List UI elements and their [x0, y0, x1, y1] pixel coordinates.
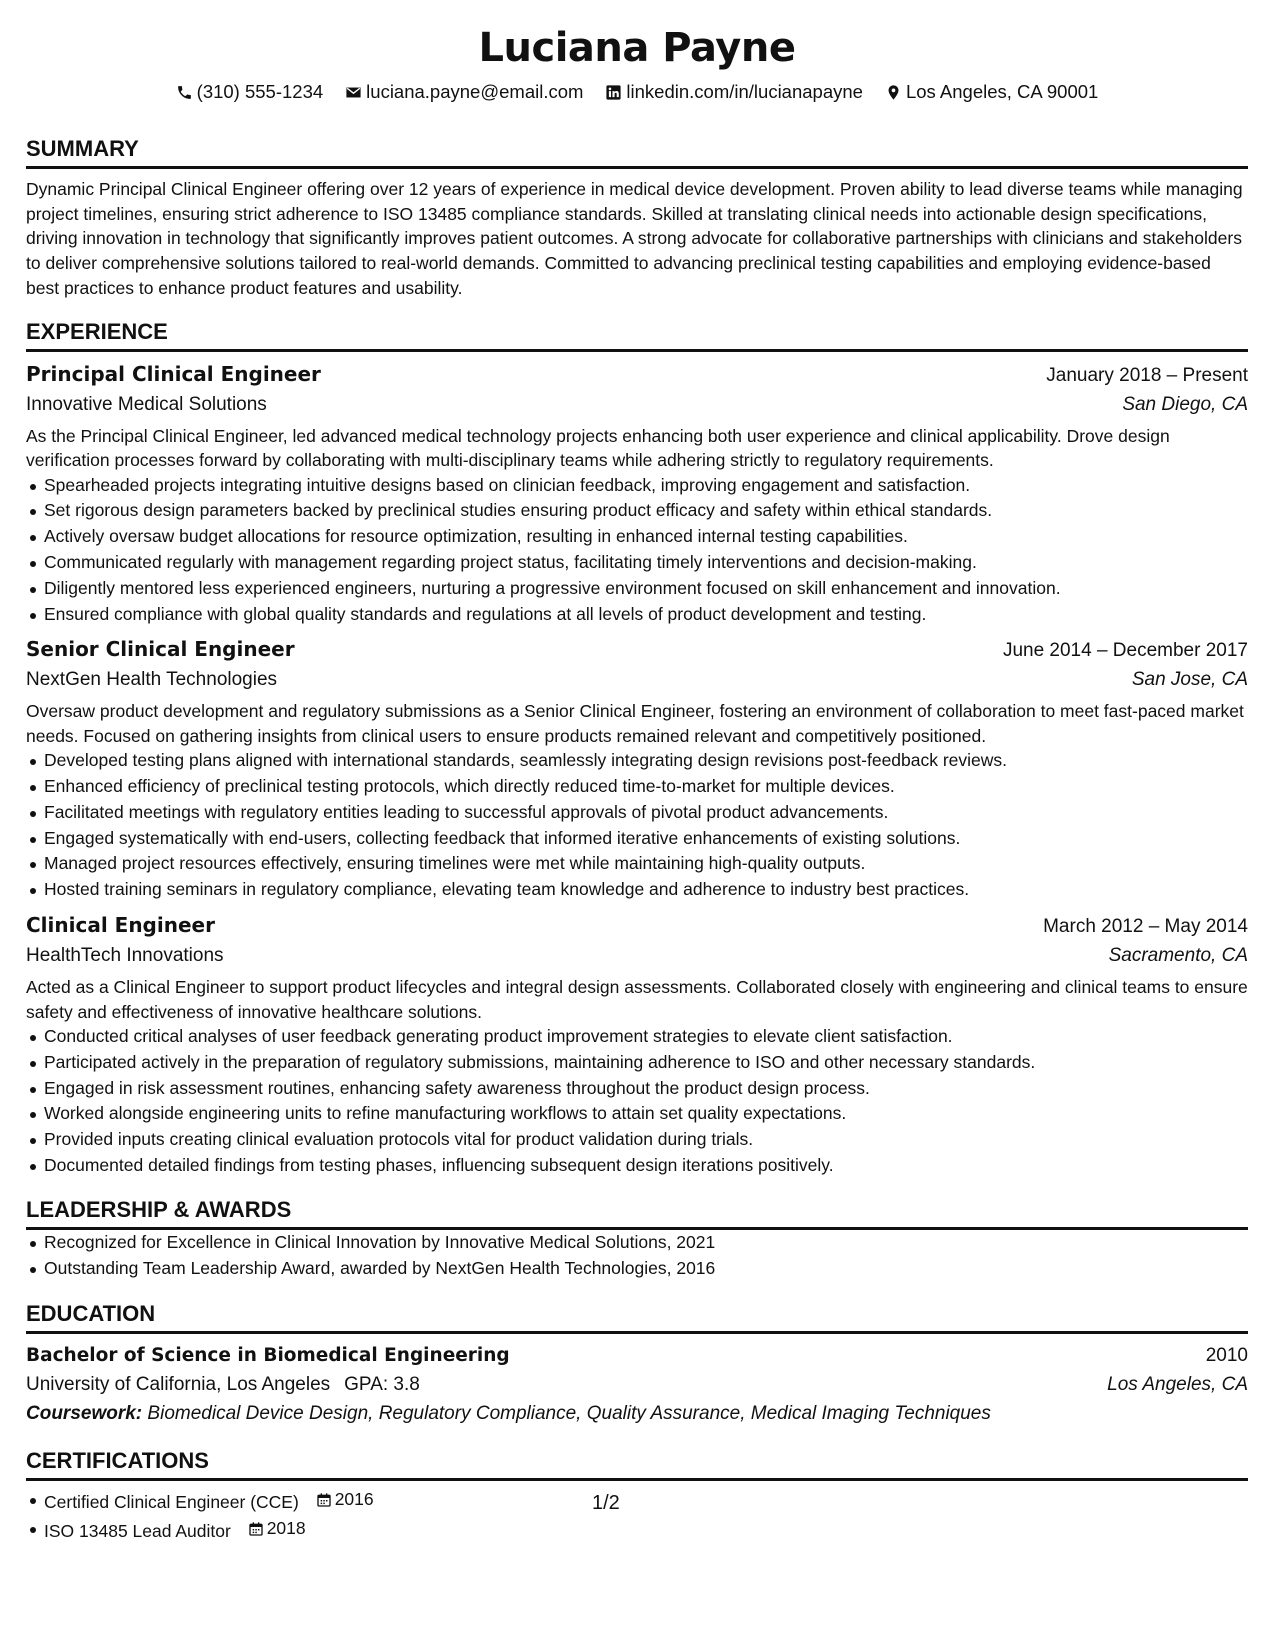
cert-name: Certified Clinical Engineer (CCE) [44, 1492, 299, 1513]
list-item: Documented detailed findings from testing phases, influencing subsequent design iterations positively. [26, 1153, 1248, 1179]
resume-page [26, 0, 1248, 1545]
summary-text: Dynamic Principal Clinical Engineer offering over 12 years of experience in medical device development. Proven ability to lead diverse teams while managing project timelines, ensuring strict adherence to ISO 13485 compliance standards. Skilled at translating clinical needs into actionable design specifications, driving innovation in technology that significantly improves patient outcomes. A strong advocate for collaborative partnerships with clinicians and stakeholders to deliver comprehensive solutions tailored to real-world demands. Committed to advancing preclinical testing capabilities and employing evidence-based best practices to enhance product features and usability. [26, 179, 1243, 298]
job-company: NextGen Health Technologies [26, 669, 278, 691]
job-bullets [26, 1024, 1248, 1179]
contact-linkedin[interactable] [605, 80, 863, 104]
job-company: HealthTech Innovations [26, 945, 224, 967]
list-item: Engaged in risk assessment routines, enhancing safety awareness throughout the product design process. [26, 1076, 1248, 1102]
list-item: Outstanding Team Leadership Award, awarded by NextGen Health Technologies, 2016 [26, 1256, 1248, 1282]
cert-name: ISO 13485 Lead Auditor [44, 1521, 231, 1542]
graduation-year: 2010 [1205, 1345, 1248, 1367]
list-item: Conducted critical analyses of user feedback generating product improvement strategies to elevate client satisfaction. [26, 1024, 1248, 1050]
contact-bar [26, 80, 1248, 104]
linkedin-text: linkedin.com/in/lucianapayne [626, 81, 863, 102]
job-bullets [26, 473, 1248, 628]
contact-email[interactable] [345, 80, 583, 104]
experience-heading: EXPERIENCE [26, 319, 1248, 352]
school-location: Los Angeles, CA [1107, 1374, 1248, 1396]
calendar-icon [316, 1492, 332, 1508]
page-number: 1/2 [592, 1492, 620, 1514]
list-item: Hosted training seminars in regulatory compliance, elevating team knowledge and adherence to industry best practices. [26, 877, 1248, 903]
job-description: As the Principal Clinical Engineer, led advanced medical technology projects enhancing both user experience and clinical applicability. Drove design verification processes forward by collaborating with multi-disciplinary teams while adhering strictly to regulatory requirements. [26, 425, 1170, 471]
envelope-icon [345, 84, 362, 101]
job-description: Acted as a Clinical Engineer to support product lifecycles and integral design assessments. Collaborated closely with engineering and clinical teams to ensure safety and effectiveness of innovative healthcare solutions. [26, 977, 1248, 1022]
job-title: Clinical Engineer [26, 913, 215, 938]
list-item: Diligently mentored less experienced engineers, nurturing a progressive environment focused on skill enhancement and innovation. [26, 576, 1248, 602]
job-title: Principal Clinical Engineer [26, 361, 321, 386]
list-item [26, 1487, 1248, 1516]
phone-text: (310) 555-1234 [196, 81, 324, 102]
job-location: Sacramento, CA [1108, 945, 1248, 967]
calendar-icon [248, 1521, 264, 1537]
list-item: Provided inputs creating clinical evaluation protocols vital for product validation during trials. [26, 1127, 1248, 1153]
candidate-name: Luciana Payne [478, 25, 796, 71]
list-item: Participated actively in the preparation of regulatory submissions, maintaining adherence to ISO and other necessary standards. [26, 1050, 1248, 1076]
cert-year: 2016 [334, 1489, 374, 1510]
linkedin-icon [605, 84, 622, 101]
job-location: San Jose, CA [1131, 669, 1248, 691]
job-entry [26, 635, 1248, 903]
cert-year: 2018 [266, 1518, 306, 1539]
gpa: GPA: 3.8 [344, 1374, 420, 1396]
certifications-list [26, 1487, 1248, 1544]
job-bullets [26, 748, 1248, 903]
education-heading: EDUCATION [26, 1301, 1248, 1334]
list-item: Engaged systematically with end-users, collecting feedback that informed iterative enhancements of existing solutions. [26, 826, 1248, 852]
list-item: Set rigorous design parameters backed by preclinical studies ensuring product efficacy and safety within ethical standards. [26, 498, 1248, 524]
school-name: University of California, Los Angeles [26, 1374, 331, 1396]
list-item: Facilitated meetings with regulatory entities leading to successful approvals of pivotal product advancements. [26, 800, 1248, 826]
certifications-heading: CERTIFICATIONS [26, 1448, 1248, 1481]
list-item: Ensured compliance with global quality standards and regulations at all levels of product development and testing. [26, 602, 1248, 628]
job-description: Oversaw product development and regulatory submissions as a Senior Clinical Engineer, fostering an environment of collaboration to meet fast-paced market needs. Focused on gathering insights from clinical users to ensure products remained relevant and competitively positioned. [26, 701, 1244, 746]
job-entry [26, 360, 1248, 628]
list-item: Managed project resources effectively, ensuring timelines were met while maintaining high-quality outputs. [26, 851, 1248, 877]
list-item: Recognized for Excellence in Clinical Innovation by Innovative Medical Solutions, 2021 [26, 1230, 1248, 1256]
awards-heading: LEADERSHIP & AWARDS [26, 1197, 1248, 1230]
awards-list [26, 1230, 1248, 1282]
location-text: Los Angeles, CA 90001 [905, 81, 1099, 102]
list-item: Spearheaded projects integrating intuitive designs based on clinician feedback, improving engagement and satisfaction. [26, 473, 1248, 499]
phone-icon [176, 84, 193, 101]
job-company: Innovative Medical Solutions [26, 393, 267, 415]
list-item: Developed testing plans aligned with international standards, seamlessly integrating design revisions post-feedback reviews. [26, 748, 1248, 774]
job-title: Senior Clinical Engineer [26, 637, 295, 662]
degree-title: Bachelor of Science in Biomedical Engineering [26, 1345, 510, 1367]
list-item: Actively oversaw budget allocations for resource optimization, resulting in enhanced internal testing capabilities. [26, 524, 1248, 550]
list-item: Communicated regularly with management regarding project status, facilitating timely interventions and decision-making. [26, 550, 1248, 576]
job-dates: March 2012 – May 2014 [1043, 916, 1248, 938]
coursework-label: Coursework: [26, 1403, 143, 1425]
list-item: Enhanced efficiency of preclinical testing protocols, which directly reduced time-to-market for multiple devices. [26, 774, 1248, 800]
email-text: luciana.payne@email.com [366, 81, 584, 102]
list-item [26, 1516, 1248, 1545]
job-entry [26, 911, 1248, 1179]
job-location: San Diego, CA [1122, 393, 1248, 415]
job-dates: January 2018 – Present [1046, 364, 1248, 386]
map-pin-icon [885, 84, 902, 101]
coursework-list: Biomedical Device Design, Regulatory Compliance, Quality Assurance, Medical Imaging Techniques [147, 1403, 991, 1425]
contact-location [885, 80, 1098, 104]
summary-heading: SUMMARY [26, 136, 1248, 169]
list-item: Worked alongside engineering units to refine manufacturing workflows to attain set quality expectations. [26, 1101, 1248, 1127]
coursework [26, 1400, 1248, 1428]
contact-phone[interactable] [176, 80, 324, 104]
job-dates: June 2014 – December 2017 [1002, 640, 1248, 662]
